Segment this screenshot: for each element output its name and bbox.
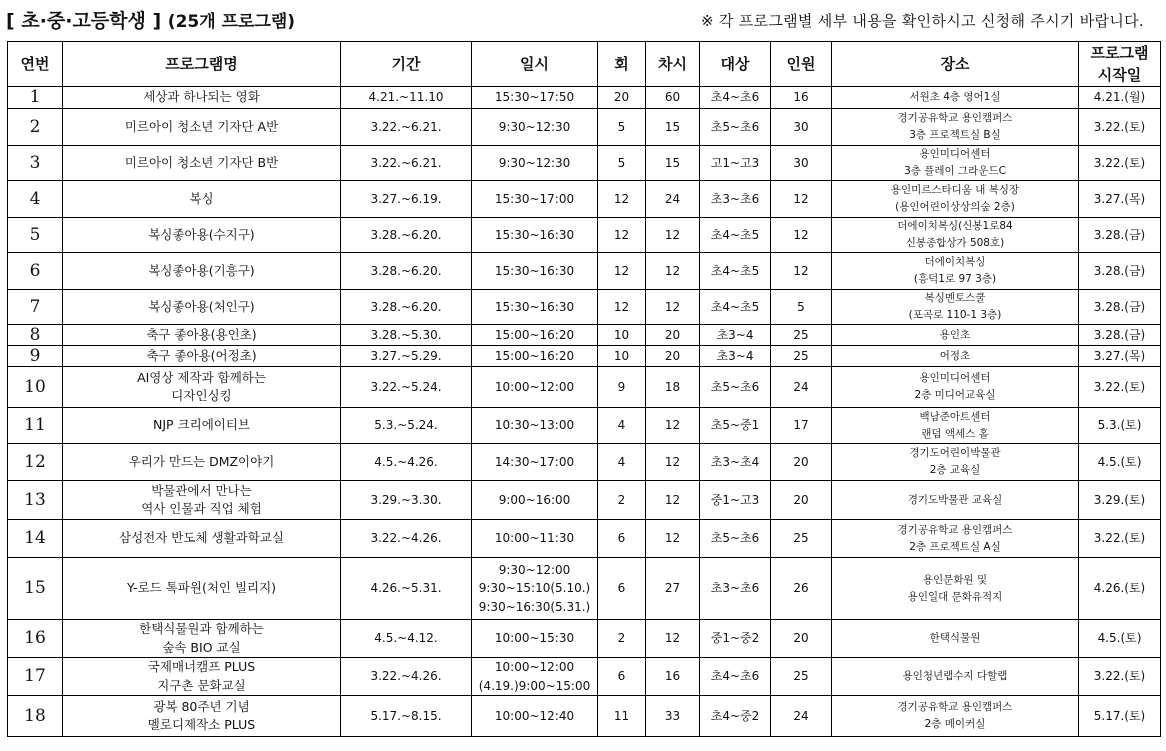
cell-program-name: 축구 좋아용(어정초)	[63, 346, 341, 367]
cell-program-name: 미르아이 청소년 기자단 B반	[63, 146, 341, 181]
cell-start-date: 3.22.(토)	[1079, 146, 1161, 181]
cell-program-name: 세상과 하나되는 영화	[63, 87, 341, 109]
cell-capacity: 12	[771, 253, 832, 290]
cell-target: 초3~4	[700, 346, 771, 367]
cell-start-date: 5.3.(토)	[1079, 408, 1161, 444]
cell-target: 초5~초6	[700, 109, 771, 146]
cell-sessions: 4	[598, 444, 646, 481]
table-row	[8, 558, 1161, 620]
cell-program-name: 미르아이 청소년 기자단 A반	[63, 109, 341, 146]
cell-capacity: 12	[771, 181, 832, 218]
notice-text: ※ 각 프로그램별 세부 내용을 확인하시고 신청해 주시기 바랍니다.	[700, 12, 1144, 30]
cell-place: 용인미디어센터 2층 미디어교육실	[832, 367, 1079, 408]
cell-period: 3.28.~6.20.	[341, 290, 472, 325]
cell-place: 더에이치복싱 (흥덕1로 97 3층)	[832, 253, 1079, 290]
cell-program-name: AI영상 제작과 함께하는 디자인싱킹	[63, 367, 341, 408]
cell-start-date: 4.26.(토)	[1079, 558, 1161, 620]
cell-target: 초5~중1	[700, 408, 771, 444]
table-row	[8, 367, 1161, 408]
cell-place: 용인미르스타디움 내 복싱장 (용인어린이상상의숲 2층)	[832, 181, 1079, 218]
cell-sessions: 6	[598, 520, 646, 558]
cell-hours: 60	[646, 87, 700, 109]
cell-program-name: 복싱	[63, 181, 341, 218]
cell-hours: 18	[646, 367, 700, 408]
cell-place: 더에이치복싱(신봉1로84 신봉종합상가 508호)	[832, 218, 1079, 253]
page-title	[6, 6, 295, 33]
table-row	[8, 290, 1161, 325]
header-time: 일시	[472, 42, 598, 87]
cell-start-date: 3.28.(금)	[1079, 290, 1161, 325]
cell-capacity: 20	[771, 444, 832, 481]
cell-no: 2	[8, 109, 63, 146]
cell-period: 4.26.~5.31.	[341, 558, 472, 620]
cell-start-date: 3.29.(토)	[1079, 481, 1161, 520]
cell-program-name: NJP 크리에이티브	[63, 408, 341, 444]
table-row	[8, 146, 1161, 181]
cell-no: 18	[8, 696, 63, 737]
cell-program-name: 삼성전자 반도체 생활과학교실	[63, 520, 341, 558]
cell-capacity: 5	[771, 290, 832, 325]
cell-no: 10	[8, 367, 63, 408]
cell-period: 3.22.~6.21.	[341, 146, 472, 181]
cell-time: 15:30~16:30	[472, 290, 598, 325]
cell-place: 어정초	[832, 346, 1079, 367]
cell-hours: 27	[646, 558, 700, 620]
table-body	[8, 87, 1161, 737]
cell-sessions: 6	[598, 558, 646, 620]
header-place: 장소	[832, 42, 1079, 87]
cell-time: 10:00~12:00 (4.19.)9:00~15:00	[472, 658, 598, 696]
header-capacity: 인원	[771, 42, 832, 87]
cell-start-date: 3.27.(목)	[1079, 181, 1161, 218]
cell-place: 경기도박물관 교육실	[832, 481, 1079, 520]
cell-hours: 12	[646, 408, 700, 444]
cell-time: 10:00~15:30	[472, 620, 598, 658]
cell-no: 3	[8, 146, 63, 181]
cell-time: 10:00~12:40	[472, 696, 598, 737]
cell-sessions: 12	[598, 290, 646, 325]
cell-no: 5	[8, 218, 63, 253]
cell-no: 7	[8, 290, 63, 325]
cell-capacity: 12	[771, 218, 832, 253]
cell-no: 16	[8, 620, 63, 658]
cell-program-name: 우리가 만드는 DMZ이야기	[63, 444, 341, 481]
table-row	[8, 346, 1161, 367]
table-row	[8, 658, 1161, 696]
cell-time: 9:30~12:30	[472, 146, 598, 181]
cell-time: 9:30~12:30	[472, 109, 598, 146]
cell-time: 9:00~16:00	[472, 481, 598, 520]
cell-place: 경기공유학교 용인캠퍼스 2층 프로젝트실 A실	[832, 520, 1079, 558]
header-program-name: 프로그램명	[63, 42, 341, 87]
cell-target: 초4~초5	[700, 218, 771, 253]
cell-capacity: 25	[771, 325, 832, 346]
cell-target: 초4~초6	[700, 658, 771, 696]
table-row	[8, 620, 1161, 658]
cell-hours: 20	[646, 346, 700, 367]
cell-time: 10:30~13:00	[472, 408, 598, 444]
cell-program-name: 한택식물원과 함께하는 숲속 BIO 교실	[63, 620, 341, 658]
cell-time: 10:00~12:00	[472, 367, 598, 408]
cell-time: 14:30~17:00	[472, 444, 598, 481]
cell-sessions: 11	[598, 696, 646, 737]
table-row	[8, 408, 1161, 444]
table-row	[8, 109, 1161, 146]
cell-sessions: 4	[598, 408, 646, 444]
cell-place: 용인문화원 및 용인일대 문화유적지	[832, 558, 1079, 620]
cell-hours: 12	[646, 290, 700, 325]
table-row	[8, 444, 1161, 481]
cell-capacity: 16	[771, 87, 832, 109]
cell-time: 9:30~12:00 9:30~15:10(5.10.) 9:30~16:30(5.31.)	[472, 558, 598, 620]
cell-no: 11	[8, 408, 63, 444]
program-table	[7, 41, 1161, 737]
header-bar	[0, 0, 1166, 38]
cell-start-date: 3.22.(토)	[1079, 520, 1161, 558]
cell-capacity: 30	[771, 146, 832, 181]
cell-target: 초4~중2	[700, 696, 771, 737]
cell-sessions: 10	[598, 325, 646, 346]
cell-sessions: 5	[598, 109, 646, 146]
cell-target: 초4~초5	[700, 290, 771, 325]
cell-period: 3.28.~5.30.	[341, 325, 472, 346]
cell-hours: 33	[646, 696, 700, 737]
title-text: [ 초·중·고등학생 ]	[6, 10, 162, 32]
cell-period: 4.21.~11.10	[341, 87, 472, 109]
table-row	[8, 87, 1161, 109]
cell-hours: 24	[646, 181, 700, 218]
cell-target: 중1~고3	[700, 481, 771, 520]
cell-target: 초3~초6	[700, 181, 771, 218]
cell-place: 용인미디어센터 3층 플레이 그라운드C	[832, 146, 1079, 181]
table-row	[8, 696, 1161, 737]
cell-time: 15:30~17:50	[472, 87, 598, 109]
cell-sessions: 2	[598, 620, 646, 658]
cell-sessions: 12	[598, 181, 646, 218]
cell-sessions: 12	[598, 253, 646, 290]
cell-start-date: 4.5.(토)	[1079, 620, 1161, 658]
cell-target: 초4~초6	[700, 87, 771, 109]
header-sessions: 회	[598, 42, 646, 87]
cell-place: 용인초	[832, 325, 1079, 346]
cell-time: 15:30~17:00	[472, 181, 598, 218]
cell-sessions: 6	[598, 658, 646, 696]
cell-program-name: 광복 80주년 기념 멜로디제작소 PLUS	[63, 696, 341, 737]
table-row	[8, 218, 1161, 253]
cell-place: 경기도어린이박물관 2층 교육실	[832, 444, 1079, 481]
header-hours: 차시	[646, 42, 700, 87]
cell-period: 3.27.~5.29.	[341, 346, 472, 367]
cell-capacity: 20	[771, 620, 832, 658]
cell-period: 3.22.~5.24.	[341, 367, 472, 408]
cell-target: 초3~초6	[700, 558, 771, 620]
cell-program-name: 복싱좋아용(수지구)	[63, 218, 341, 253]
table-row	[8, 253, 1161, 290]
cell-program-name: Y-로드 톡파원(처인 빌리지)	[63, 558, 341, 620]
cell-start-date: 3.28.(금)	[1079, 325, 1161, 346]
cell-period: 3.28.~6.20.	[341, 253, 472, 290]
cell-start-date: 4.5.(토)	[1079, 444, 1161, 481]
table-row	[8, 520, 1161, 558]
cell-sessions: 10	[598, 346, 646, 367]
cell-no: 4	[8, 181, 63, 218]
cell-capacity: 25	[771, 658, 832, 696]
table-row	[8, 181, 1161, 218]
cell-place: 한택식물원	[832, 620, 1079, 658]
cell-sessions: 12	[598, 218, 646, 253]
cell-hours: 20	[646, 325, 700, 346]
cell-target: 초3~4	[700, 325, 771, 346]
cell-period: 3.28.~6.20.	[341, 218, 472, 253]
cell-place: 복싱멘토스쿨 (포곡로 110-1 3층)	[832, 290, 1079, 325]
header-no: 연번	[8, 42, 63, 87]
cell-sessions: 5	[598, 146, 646, 181]
cell-period: 3.27.~6.19.	[341, 181, 472, 218]
cell-period: 3.22.~6.21.	[341, 109, 472, 146]
cell-target: 고1~고3	[700, 146, 771, 181]
cell-hours: 15	[646, 146, 700, 181]
cell-time: 15:30~16:30	[472, 218, 598, 253]
cell-time: 10:00~11:30	[472, 520, 598, 558]
cell-hours: 12	[646, 218, 700, 253]
cell-period: 5.17.~8.15.	[341, 696, 472, 737]
cell-place: 백남준아트센터 랜덤 액세스 홀	[832, 408, 1079, 444]
cell-capacity: 25	[771, 520, 832, 558]
cell-no: 9	[8, 346, 63, 367]
table-row	[8, 325, 1161, 346]
cell-program-name: 국제매너캠프 PLUS 지구촌 문화교실	[63, 658, 341, 696]
cell-sessions: 9	[598, 367, 646, 408]
cell-start-date: 3.22.(토)	[1079, 367, 1161, 408]
cell-start-date: 4.21.(월)	[1079, 87, 1161, 109]
cell-target: 초5~초6	[700, 520, 771, 558]
cell-program-name: 복싱좋아용(처인구)	[63, 290, 341, 325]
cell-capacity: 24	[771, 367, 832, 408]
table-header-row	[8, 42, 1161, 87]
cell-hours: 15	[646, 109, 700, 146]
cell-program-name: 복싱좋아용(기흥구)	[63, 253, 341, 290]
cell-start-date: 5.17.(토)	[1079, 696, 1161, 737]
cell-no: 6	[8, 253, 63, 290]
cell-period: 3.29.~3.30.	[341, 481, 472, 520]
cell-start-date: 3.22.(토)	[1079, 109, 1161, 146]
program-count: (25개 프로그램)	[167, 12, 296, 32]
cell-no: 8	[8, 325, 63, 346]
cell-target: 초3~초4	[700, 444, 771, 481]
cell-capacity: 26	[771, 558, 832, 620]
cell-period: 3.22.~4.26.	[341, 658, 472, 696]
cell-place: 용인청년랩수지 다할랩	[832, 658, 1079, 696]
cell-program-name: 박물관에서 만나는 역사 인물과 직업 체험	[63, 481, 341, 520]
cell-capacity: 20	[771, 481, 832, 520]
cell-no: 14	[8, 520, 63, 558]
cell-no: 15	[8, 558, 63, 620]
cell-program-name: 축구 좋아용(용인초)	[63, 325, 341, 346]
cell-hours: 16	[646, 658, 700, 696]
cell-place: 서원초 4층 영어1실	[832, 87, 1079, 109]
cell-start-date: 3.22.(토)	[1079, 658, 1161, 696]
cell-sessions: 20	[598, 87, 646, 109]
cell-start-date: 3.28.(금)	[1079, 253, 1161, 290]
cell-time: 15:30~16:30	[472, 253, 598, 290]
cell-sessions: 2	[598, 481, 646, 520]
cell-no: 13	[8, 481, 63, 520]
cell-capacity: 30	[771, 109, 832, 146]
cell-place: 경기공유학교 용인캠퍼스 3층 프로젝트실 B실	[832, 109, 1079, 146]
cell-target: 중1~중2	[700, 620, 771, 658]
cell-target: 초5~초6	[700, 367, 771, 408]
cell-period: 5.3.~5.24.	[341, 408, 472, 444]
cell-no: 12	[8, 444, 63, 481]
cell-hours: 12	[646, 444, 700, 481]
table-row	[8, 481, 1161, 520]
cell-capacity: 24	[771, 696, 832, 737]
cell-period: 4.5.~4.12.	[341, 620, 472, 658]
cell-time: 15:00~16:20	[472, 346, 598, 367]
cell-no: 1	[8, 87, 63, 109]
cell-target: 초4~초5	[700, 253, 771, 290]
header-period: 기간	[341, 42, 472, 87]
header-target: 대상	[700, 42, 771, 87]
cell-hours: 12	[646, 481, 700, 520]
header-start-date: 프로그램 시작일	[1079, 42, 1161, 87]
cell-hours: 12	[646, 620, 700, 658]
cell-hours: 12	[646, 253, 700, 290]
cell-time: 15:00~16:20	[472, 325, 598, 346]
cell-capacity: 17	[771, 408, 832, 444]
cell-start-date: 3.27.(목)	[1079, 346, 1161, 367]
cell-period: 3.22.~4.26.	[341, 520, 472, 558]
cell-period: 4.5.~4.26.	[341, 444, 472, 481]
cell-start-date: 3.28.(금)	[1079, 218, 1161, 253]
cell-hours: 12	[646, 520, 700, 558]
cell-place: 경기공유학교 용인캠퍼스 2층 메이커실	[832, 696, 1079, 737]
cell-capacity: 25	[771, 346, 832, 367]
cell-no: 17	[8, 658, 63, 696]
